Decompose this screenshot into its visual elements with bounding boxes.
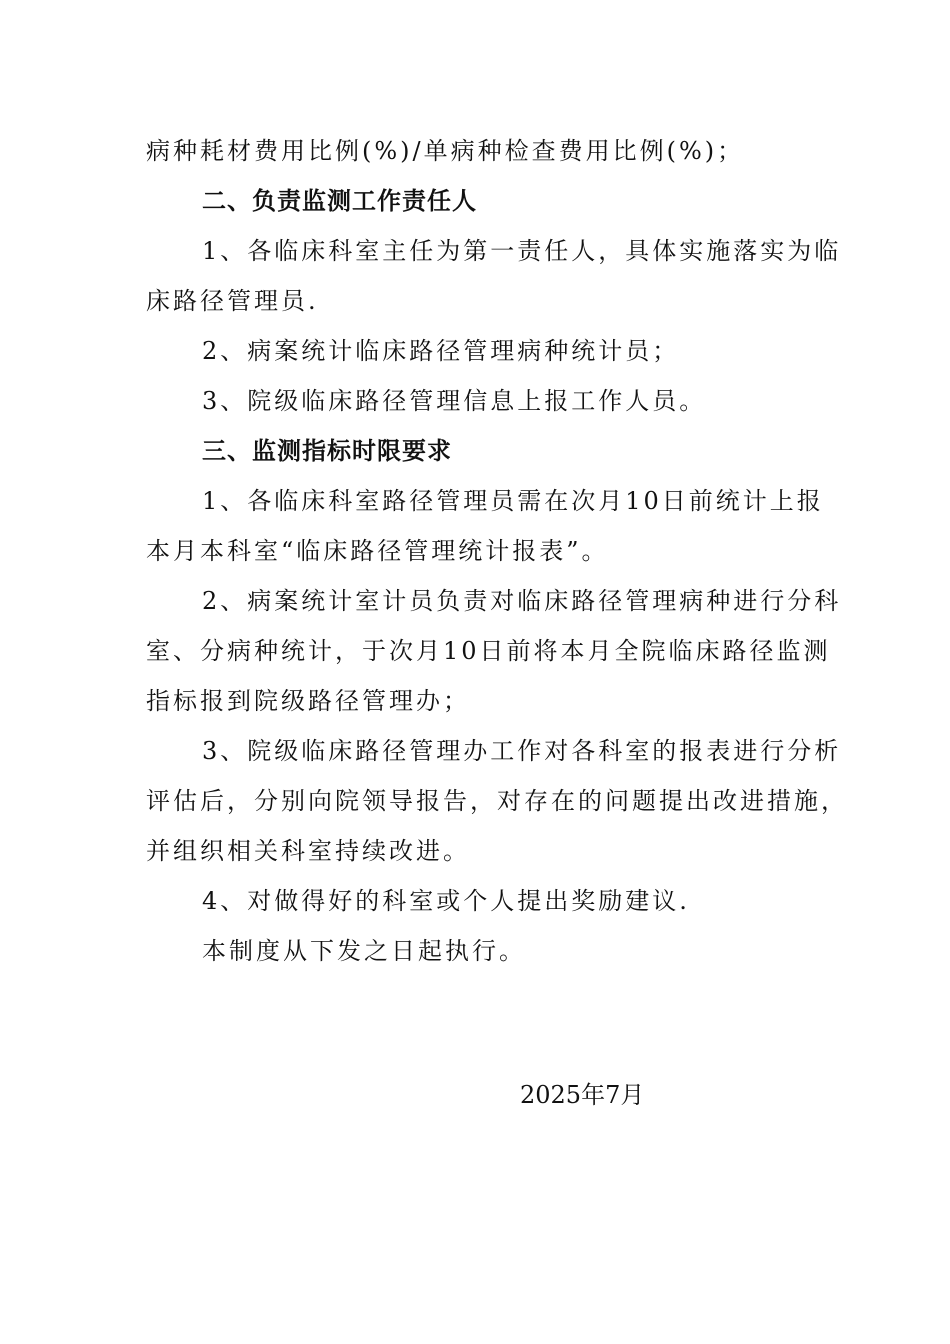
- body-line: 本制度从下发之日起执行。: [202, 937, 526, 965]
- body-line: 病种耗材费用比例(%)/单病种检查费用比例(%)；: [146, 137, 745, 165]
- body-line: 2、病案统计室计员负责对临床路径管理病种进行分科: [202, 587, 842, 615]
- body-line: 指标报到院级路径管理办；: [146, 687, 470, 715]
- body-line: 并组织相关科室持续改进。: [146, 837, 470, 865]
- body-line: 评估后，分别向院领导报告，对存在的问题提出改进措施，: [146, 787, 848, 815]
- body-line: 本月本科室“临床路径管理统计报表”。: [146, 537, 609, 565]
- body-line: 室、分病种统计，于次月10日前将本月全院临床路径监测: [146, 637, 831, 665]
- body-line: 床路径管理员.: [146, 287, 319, 315]
- body-line: 3、院级临床路径管理信息上报工作人员。: [202, 387, 707, 415]
- body-line: 3、院级临床路径管理办工作对各科室的报表进行分析: [202, 737, 842, 765]
- section-heading-time-limit: 三、监测指标时限要求: [202, 437, 452, 465]
- body-line: 1、各临床科室主任为第一责任人，具体实施落实为临: [202, 237, 842, 265]
- document-date: 2025年7月: [520, 1081, 645, 1109]
- body-line: 1、各临床科室路径管理员需在次月10日前统计上报: [202, 487, 824, 515]
- body-line: 2、病案统计临床路径管理病种统计员；: [202, 337, 680, 365]
- section-heading-responsible: 二、负责监测工作责任人: [202, 187, 477, 215]
- body-line: 4、对做得好的科室或个人提出奖励建议.: [202, 887, 690, 915]
